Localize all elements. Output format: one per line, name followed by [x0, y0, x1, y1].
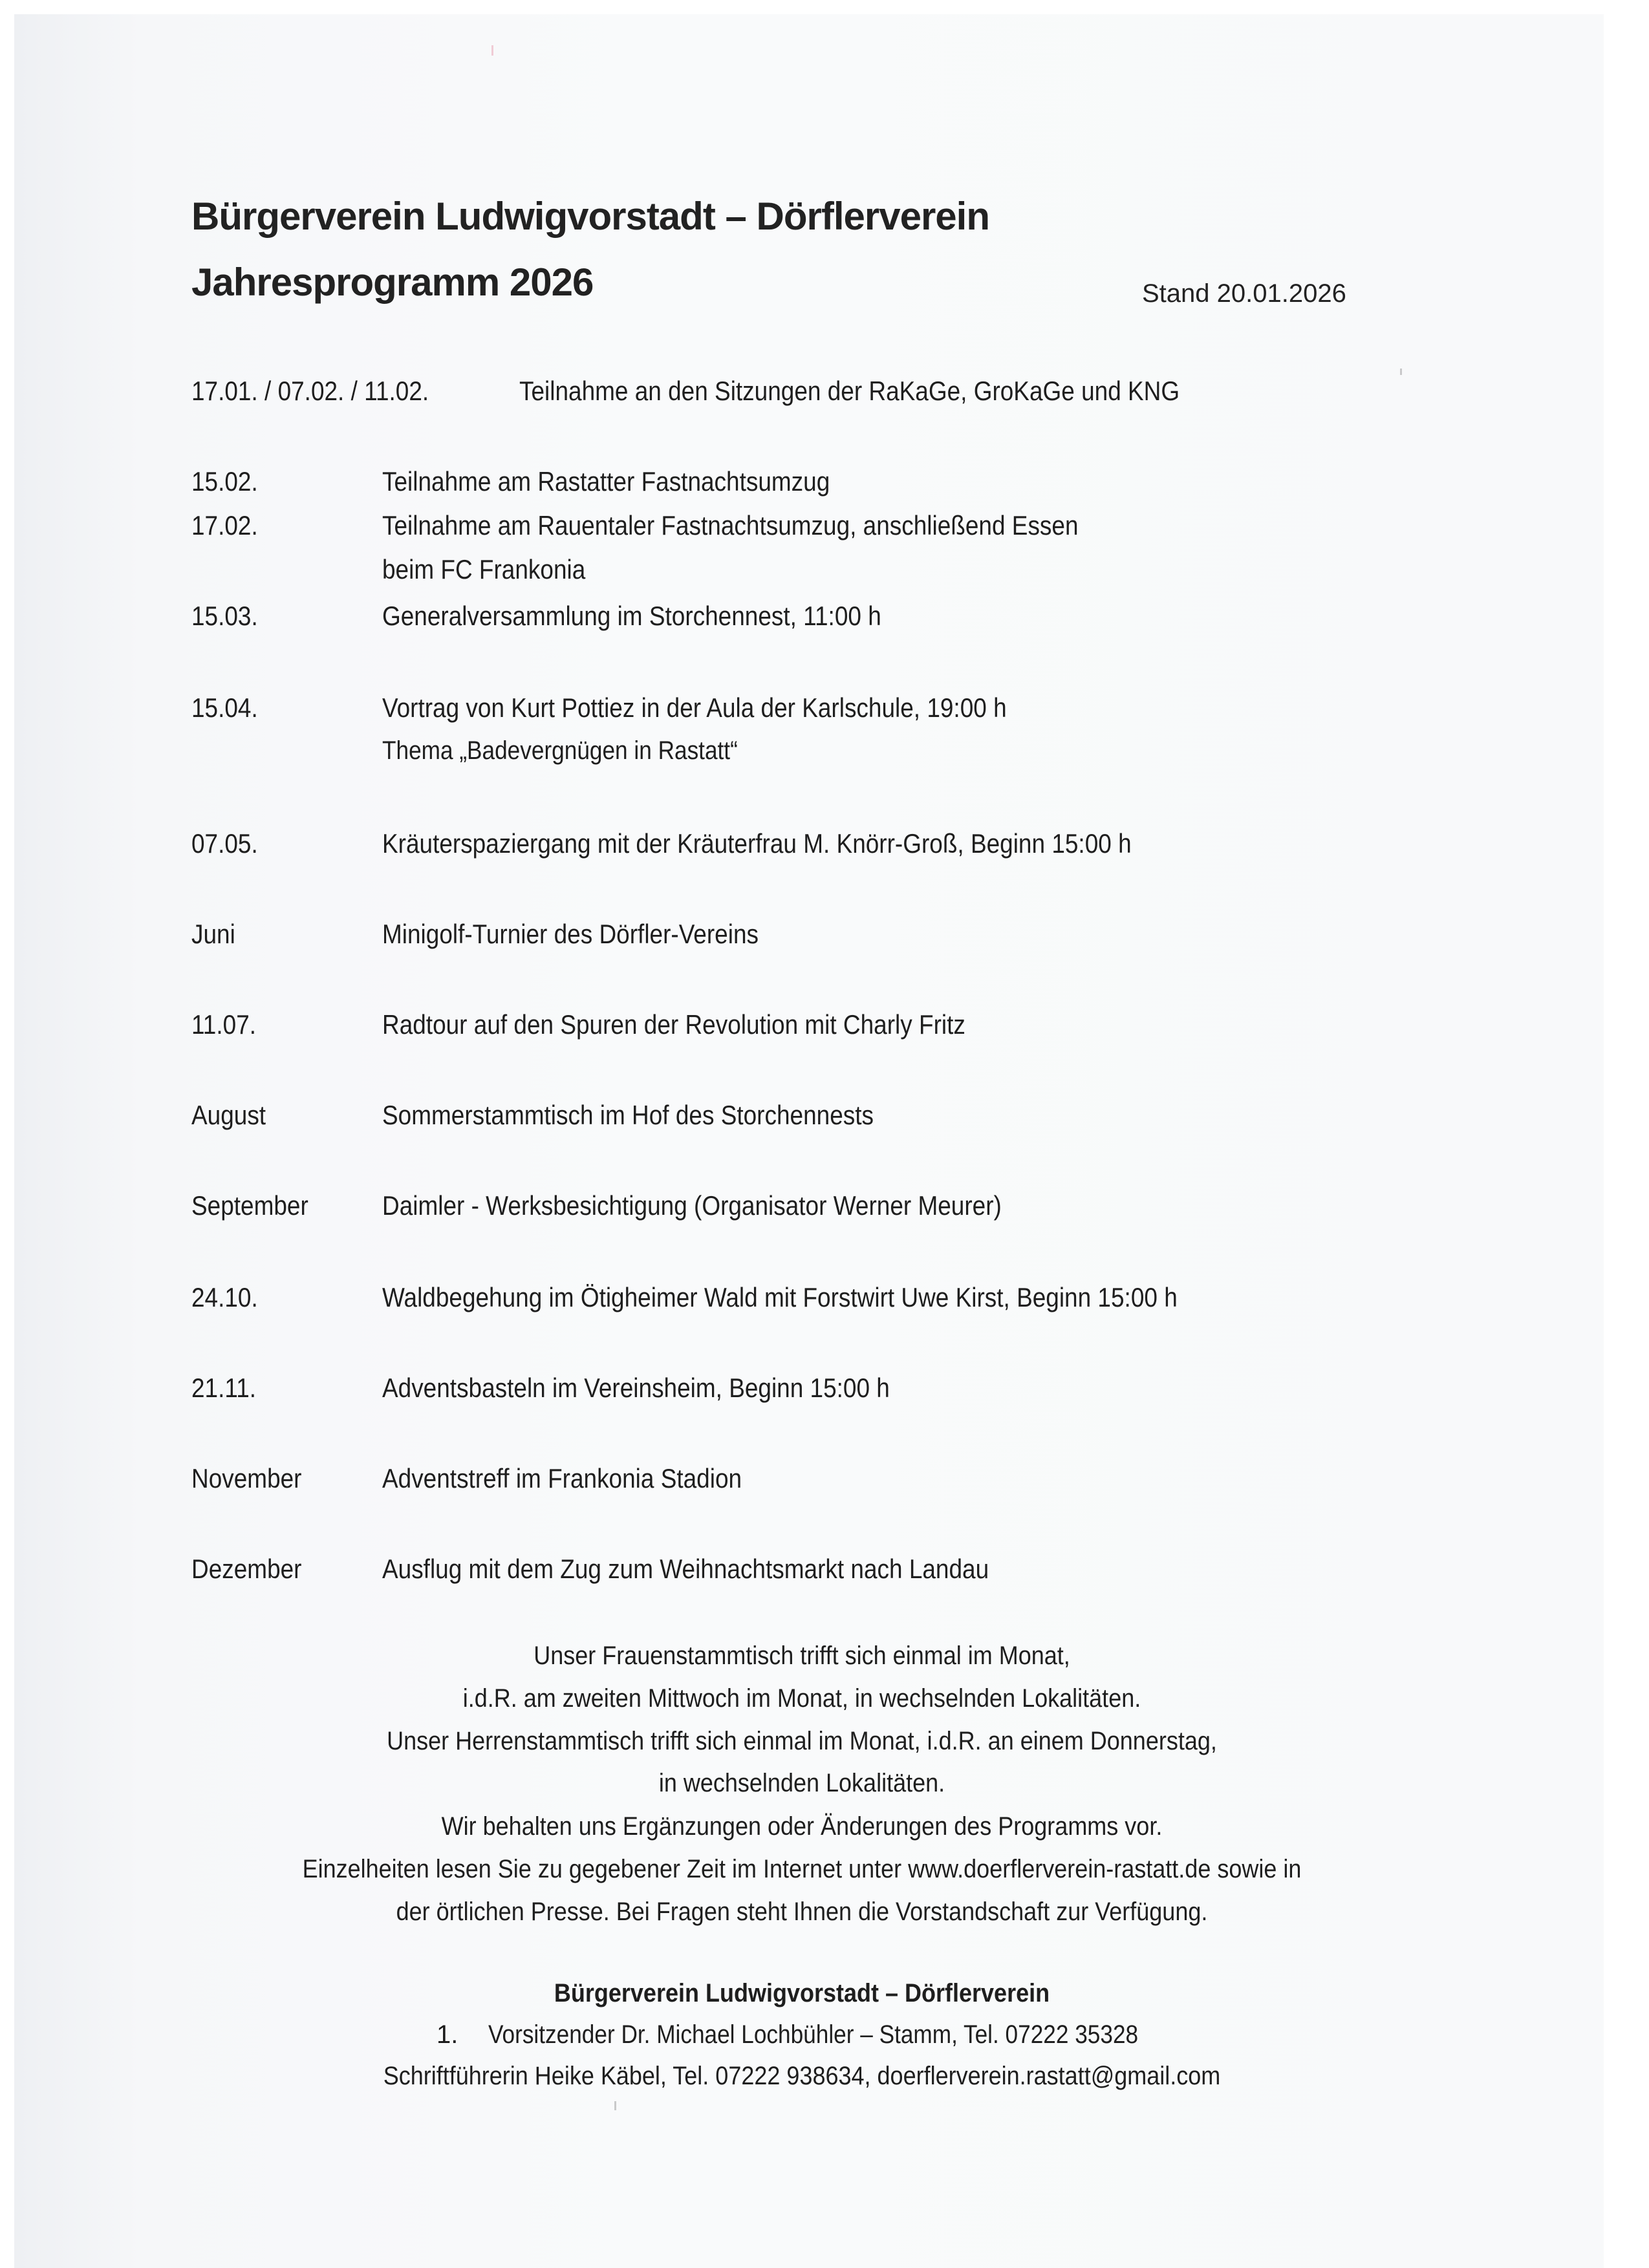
event-date: 21.11.	[191, 1373, 257, 1403]
chair-number: 1.	[436, 2020, 458, 2049]
event-date: 24.10.	[191, 1282, 258, 1312]
note-line: Einzelheiten lesen Sie zu gegebener Zeit im Internet unter www.doerflerverein-rastatt.de sowie in	[302, 1855, 1302, 1883]
event-description: Radtour auf den Spuren der Revolution mit Charly Fritz	[382, 1009, 965, 1040]
event-description: Ausflug mit dem Zug zum Weihnachtsmarkt nach Landau	[382, 1554, 989, 1584]
scan-artifact	[491, 45, 493, 56]
event-description: Kräuterspaziergang mit der Kräuterfrau M. Knörr-Groß, Beginn 15:00 h	[382, 828, 1132, 859]
event-description: Teilnahme am Rastatter Fastnachtsumzug	[382, 466, 830, 497]
event-description: Waldbegehung im Ötigheimer Wald mit Forstwirt Uwe Kirst, Beginn 15:00 h	[382, 1282, 1178, 1312]
program-title: Jahresprogramm 2026	[191, 261, 594, 304]
event-description: Teilnahme am Rauentaler Fastnachtsumzug, anschließend Essen	[382, 510, 1079, 540]
event-description-continued: Thema „Badevergnügen in Rastatt“	[382, 736, 738, 765]
event-date: August	[191, 1100, 266, 1130]
event-date: Dezember	[191, 1554, 302, 1584]
event-description: Vortrag von Kurt Pottiez in der Aula der Karlschule, 19:00 h	[382, 692, 1007, 723]
event-date: November	[191, 1463, 302, 1493]
scan-artifact	[614, 2101, 616, 2110]
event-description: Generalversammlung im Storchennest, 11:00 h	[382, 601, 881, 631]
event-date: 15.03.	[191, 601, 258, 631]
note-line: Wir behalten uns Ergänzungen oder Änderungen des Programms vor.	[441, 1812, 1163, 1841]
event-description: Minigolf-Turnier des Dörfler-Vereins	[382, 919, 759, 949]
document-title: Bürgerverein Ludwigvorstadt – Dörflerverein	[191, 195, 989, 238]
event-date: Juni	[191, 919, 235, 949]
note-line: der örtlichen Presse. Bei Fragen steht Ihnen die Vorstandschaft zur Verfügung.	[396, 1898, 1208, 1926]
event-description: Adventstreff im Frankonia Stadion	[382, 1463, 742, 1493]
event-date: 11.07.	[191, 1009, 257, 1040]
event-date: 17.01. / 07.02. / 11.02.	[191, 376, 429, 406]
event-description: Daimler - Werksbesichtigung (Organisator Werner Meurer)	[382, 1190, 1002, 1221]
event-description: Adventsbasteln im Vereinsheim, Beginn 15:00 h	[382, 1373, 890, 1403]
secretary-contact: Schriftführerin Heike Käbel, Tel. 07222 938634, doerflerverein.rastatt@gmail.com	[383, 2062, 1221, 2090]
event-date: 15.04.	[191, 692, 258, 723]
event-description-continued: beim FC Frankonia	[382, 554, 586, 584]
chair-contact: Vorsitzender Dr. Michael Lochbühler – Stamm, Tel. 07222 35328	[488, 2020, 1139, 2049]
footer-org-name: Bürgerverein Ludwigvorstadt – Dörflerverein	[554, 1979, 1050, 2007]
note-line: i.d.R. am zweiten Mittwoch im Monat, in wechselnden Lokalitäten.	[462, 1684, 1141, 1713]
event-date: 15.02.	[191, 466, 258, 497]
event-date: 07.05.	[191, 828, 258, 859]
event-date: 17.02.	[191, 510, 258, 540]
revision-date: Stand 20.01.2026	[1142, 279, 1346, 308]
scan-artifact	[1400, 369, 1402, 375]
event-date: September	[191, 1190, 308, 1221]
note-line: Unser Herrenstammtisch trifft sich einmal im Monat, i.d.R. an einem Donnerstag,	[387, 1727, 1217, 1755]
scanned-paper	[14, 14, 1604, 2268]
event-description: Sommerstammtisch im Hof des Storchennests	[382, 1100, 874, 1130]
note-line: Unser Frauenstammtisch trifft sich einmal im Monat,	[534, 1642, 1070, 1670]
note-line: in wechselnden Lokalitäten.	[658, 1769, 945, 1797]
event-description: Teilnahme an den Sitzungen der RaKaGe, GroKaGe und KNG	[519, 376, 1180, 406]
